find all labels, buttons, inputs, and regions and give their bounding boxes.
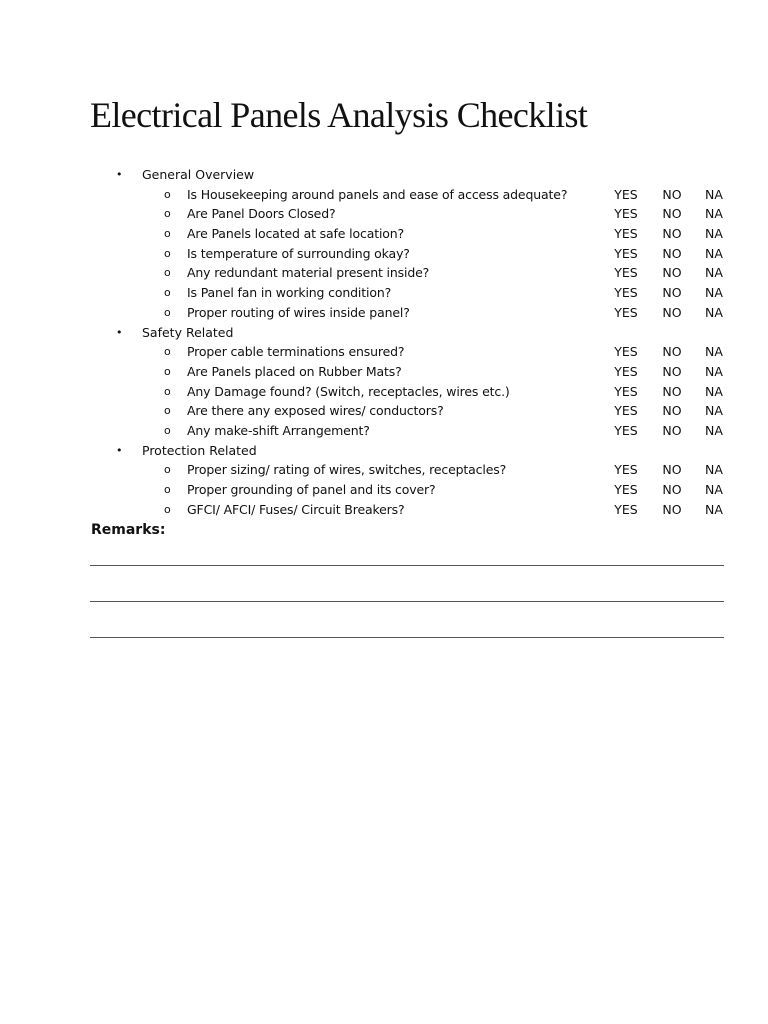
checklist-item — [0, 303, 768, 323]
option-no[interactable]: NO — [662, 422, 682, 438]
sub-bullet-icon: o — [164, 246, 171, 260]
option-na[interactable]: NA — [705, 403, 723, 419]
question-text: Proper cable terminations ensured? — [187, 344, 405, 360]
option-na[interactable]: NA — [705, 206, 723, 222]
sub-bullet-icon: o — [164, 266, 171, 280]
option-na[interactable]: NA — [705, 344, 723, 360]
option-yes[interactable]: YES — [614, 285, 638, 301]
question-text: Are there any exposed wires/ conductors? — [187, 403, 444, 419]
section-label: Protection Related — [142, 442, 257, 458]
option-na[interactable]: NA — [705, 285, 723, 301]
option-na[interactable]: NA — [705, 245, 723, 261]
option-yes[interactable]: YES — [614, 462, 638, 478]
option-no[interactable]: NO — [662, 403, 682, 419]
sub-bullet-icon: o — [164, 207, 171, 221]
option-na[interactable]: NA — [705, 482, 723, 497]
sub-bullet-icon: o — [164, 305, 171, 319]
bullet-icon: • — [116, 443, 123, 457]
sub-bullet-icon: o — [164, 423, 171, 437]
option-no[interactable]: NO — [662, 501, 682, 517]
bullet-icon: • — [116, 325, 123, 339]
option-no[interactable]: NO — [662, 462, 682, 478]
checklist-item — [0, 362, 768, 382]
option-yes[interactable]: YES — [614, 344, 638, 360]
option-yes[interactable]: YES — [614, 186, 638, 202]
checklist-item — [0, 204, 768, 224]
checklist-item — [0, 500, 768, 520]
checklist-item — [0, 342, 768, 362]
checklist — [0, 165, 768, 519]
checklist-item — [0, 382, 768, 402]
option-na[interactable]: NA — [705, 304, 723, 320]
remarks-line[interactable] — [90, 601, 724, 602]
option-no[interactable]: NO — [662, 206, 682, 222]
sub-bullet-icon: o — [164, 227, 171, 241]
question-text: Are Panels located at safe location? — [187, 226, 405, 242]
option-na[interactable]: NA — [705, 226, 723, 242]
sub-bullet-icon: o — [164, 384, 171, 398]
option-no[interactable]: NO — [662, 245, 682, 261]
question-text: Any make-shift Arrangement? — [187, 422, 370, 438]
checklist-item — [0, 421, 768, 441]
question-text: Proper routing of wires inside panel? — [187, 304, 410, 320]
sub-bullet-icon: o — [164, 345, 171, 359]
question-text: Are Panels placed on Rubber Mats? — [187, 363, 402, 379]
option-no[interactable]: NO — [662, 226, 682, 242]
sub-bullet-icon: o — [164, 286, 171, 300]
remarks-label: Remarks: — [91, 522, 166, 538]
question-text: Any redundant material present inside? — [187, 265, 430, 281]
option-na[interactable]: NA — [705, 501, 723, 517]
section-heading — [0, 323, 768, 343]
checklist-item — [0, 480, 768, 500]
question-text: Is temperature of surrounding okay? — [187, 245, 410, 261]
option-na[interactable]: NA — [705, 363, 723, 379]
sub-bullet-icon: o — [164, 463, 171, 477]
sub-bullet-icon: o — [164, 364, 171, 378]
question-text: Any Damage found? (Switch, receptacles, wires etc.) — [187, 383, 510, 399]
option-no[interactable]: NO — [662, 285, 682, 301]
sub-bullet-icon: o — [164, 483, 171, 496]
option-yes[interactable]: YES — [614, 265, 638, 281]
sub-bullet-icon: o — [164, 502, 171, 516]
option-no[interactable]: NO — [662, 383, 682, 399]
option-yes[interactable]: YES — [614, 501, 638, 517]
question-text: Is Panel fan in working condition? — [187, 285, 392, 301]
option-no[interactable]: NO — [662, 363, 682, 379]
question-text: Proper sizing/ rating of wires, switches, receptacles? — [187, 462, 507, 478]
checklist-item — [0, 460, 768, 480]
question-text: Is Housekeeping around panels and ease of access adequate? — [187, 186, 568, 202]
checklist-item — [0, 185, 768, 205]
checklist-item — [0, 244, 768, 264]
option-yes[interactable]: YES — [614, 422, 638, 438]
option-na[interactable]: NA — [705, 265, 723, 281]
page-title: Electrical Panels Analysis Checklist — [90, 95, 588, 135]
option-na[interactable]: NA — [705, 383, 723, 399]
option-yes[interactable]: YES — [614, 403, 638, 419]
option-yes[interactable]: YES — [614, 304, 638, 320]
checklist-item — [0, 224, 768, 244]
remarks-line[interactable] — [90, 637, 724, 638]
option-yes[interactable]: YES — [614, 206, 638, 222]
section-label: Safety Related — [142, 324, 234, 340]
option-yes[interactable]: YES — [614, 245, 638, 261]
option-yes[interactable]: YES — [614, 383, 638, 399]
option-na[interactable]: NA — [705, 422, 723, 438]
checklist-item — [0, 283, 768, 303]
option-yes[interactable]: YES — [614, 226, 638, 242]
option-yes[interactable]: YES — [614, 363, 638, 379]
option-na[interactable]: NA — [705, 462, 723, 478]
option-no[interactable]: NO — [662, 344, 682, 360]
option-na[interactable]: NA — [705, 186, 723, 202]
option-yes[interactable]: YES — [614, 482, 638, 497]
sub-bullet-icon: o — [164, 187, 171, 201]
question-text: Proper grounding of panel and its cover? — [187, 482, 436, 497]
question-text: GFCI/ AFCI/ Fuses/ Circuit Breakers? — [187, 501, 405, 517]
option-no[interactable]: NO — [662, 186, 682, 202]
section-heading — [0, 441, 768, 461]
checklist-item — [0, 263, 768, 283]
sub-bullet-icon: o — [164, 404, 171, 418]
remarks-line[interactable] — [90, 565, 724, 566]
checklist-item — [0, 401, 768, 421]
option-no[interactable]: NO — [662, 304, 682, 320]
question-text: Are Panel Doors Closed? — [187, 206, 336, 222]
section-heading — [0, 165, 768, 185]
option-no[interactable]: NO — [662, 482, 682, 497]
bullet-icon: • — [116, 168, 123, 181]
option-no[interactable]: NO — [662, 265, 682, 281]
section-label: General Overview — [142, 167, 255, 182]
